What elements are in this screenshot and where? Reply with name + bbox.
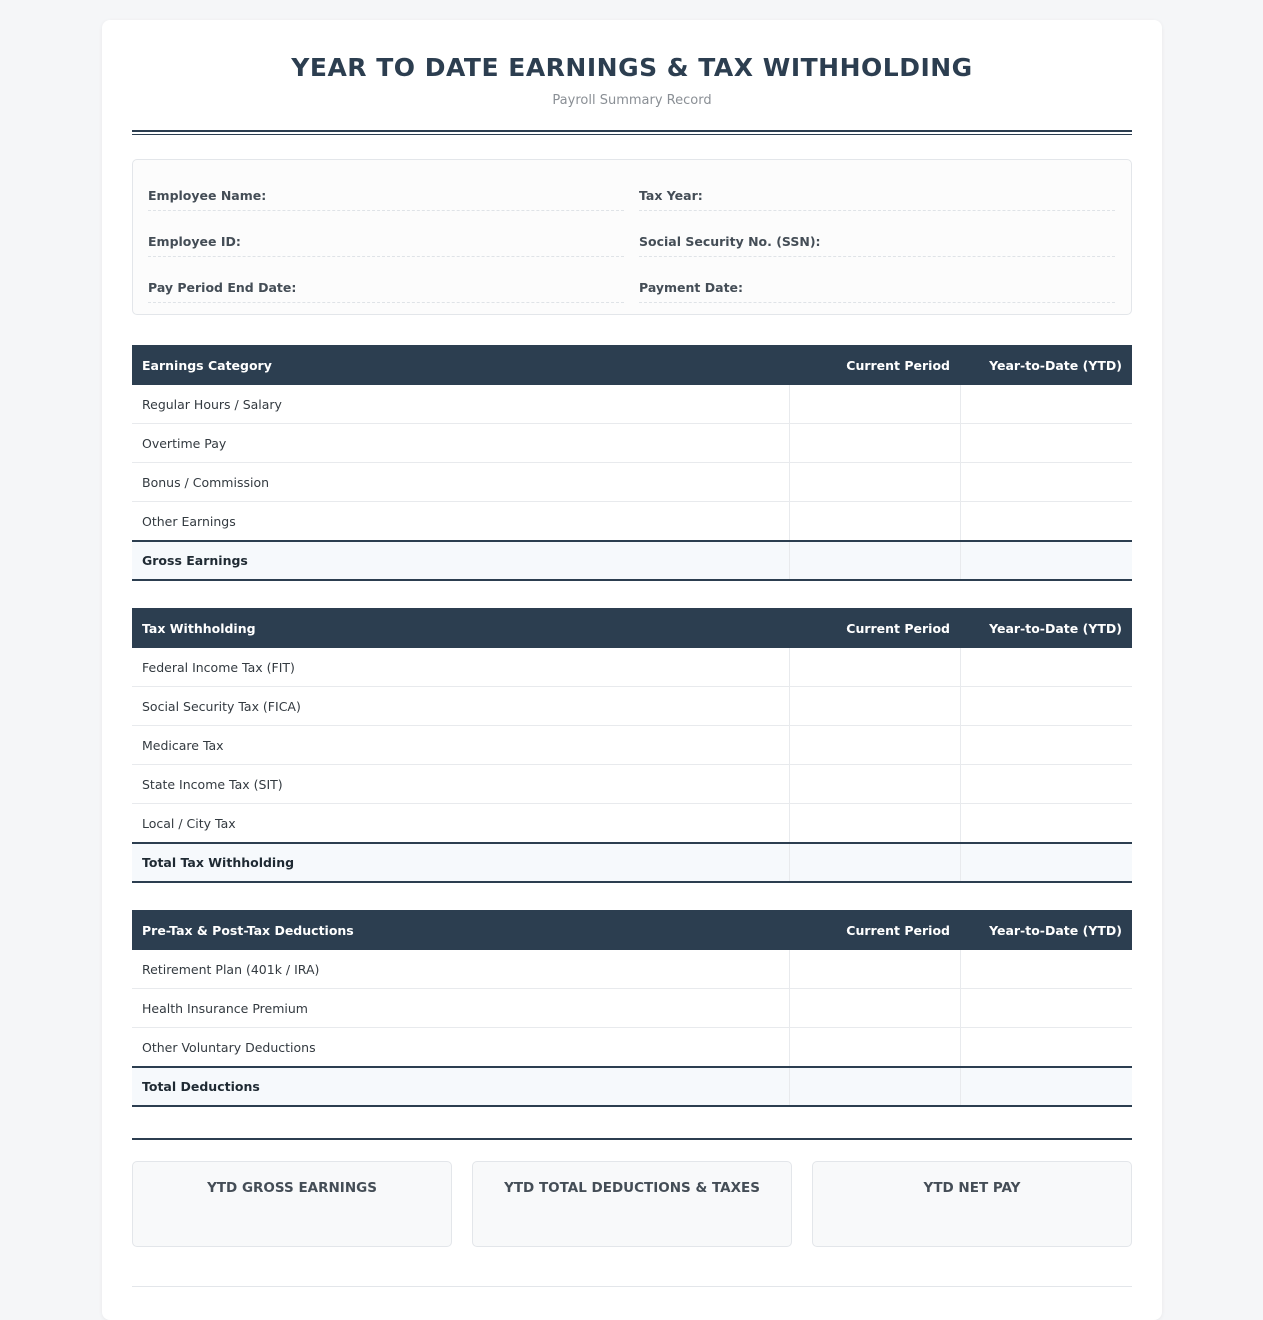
row-label: Federal Income Tax (FIT) — [132, 648, 789, 687]
column-header-current: Current Period — [789, 608, 960, 648]
ytd-cell[interactable] — [960, 1028, 1132, 1068]
column-header-category: Pre-Tax & Post-Tax Deductions — [132, 910, 789, 950]
ytd-cell[interactable] — [960, 765, 1132, 804]
ytd-cell[interactable] — [960, 804, 1132, 844]
pay-period-end-label: Pay Period End Date: — [148, 280, 297, 295]
document-page — [102, 20, 1162, 1320]
table-header-row — [132, 910, 1132, 950]
column-header-current: Current Period — [789, 345, 960, 385]
row-label: Overtime Pay — [132, 424, 789, 463]
total-row — [132, 843, 1132, 882]
column-header-current: Current Period — [789, 910, 960, 950]
footer-divider — [132, 1286, 1132, 1287]
table-row — [132, 424, 1132, 463]
row-label: Bonus / Commission — [132, 463, 789, 502]
total-current-cell[interactable] — [789, 1067, 960, 1106]
page-subtitle: Payroll Summary Record — [552, 93, 712, 108]
table-row — [132, 989, 1132, 1028]
header-divider — [132, 130, 1132, 135]
ytd-gross-earnings-card — [132, 1161, 452, 1247]
ytd-net-pay-card — [812, 1161, 1132, 1247]
ytd-deductions-taxes-label: YTD TOTAL DEDUCTIONS & TAXES — [504, 1180, 760, 1196]
ytd-gross-earnings-label: YTD GROSS EARNINGS — [207, 1180, 377, 1196]
row-label: Other Earnings — [132, 502, 789, 542]
current-period-cell[interactable] — [789, 989, 960, 1028]
current-period-cell[interactable] — [789, 726, 960, 765]
current-period-cell[interactable] — [789, 385, 960, 424]
row-label: Health Insurance Premium — [132, 989, 789, 1028]
table-row — [132, 765, 1132, 804]
column-header-ytd: Year-to-Date (YTD) — [960, 608, 1132, 648]
column-header-category: Tax Withholding — [132, 608, 789, 648]
table-row — [132, 648, 1132, 687]
tax-withholding-table — [132, 608, 1132, 883]
current-period-cell[interactable] — [789, 1028, 960, 1068]
row-label: Medicare Tax — [132, 726, 789, 765]
row-label: State Income Tax (SIT) — [132, 765, 789, 804]
ytd-cell[interactable] — [960, 463, 1132, 502]
table-row — [132, 463, 1132, 502]
total-ytd-cell[interactable] — [960, 1067, 1132, 1106]
total-current-cell[interactable] — [789, 843, 960, 882]
pay-period-end-field[interactable] — [148, 264, 624, 303]
payment-date-field[interactable] — [639, 264, 1115, 303]
column-header-ytd: Year-to-Date (YTD) — [960, 910, 1132, 950]
ytd-cell[interactable] — [960, 648, 1132, 687]
row-label: Retirement Plan (401k / IRA) — [132, 950, 789, 989]
column-header-category: Earnings Category — [132, 345, 789, 385]
table-header-row — [132, 345, 1132, 385]
table-row — [132, 502, 1132, 542]
tax-year-label: Tax Year: — [639, 188, 703, 203]
ytd-cell[interactable] — [960, 424, 1132, 463]
row-label: Regular Hours / Salary — [132, 385, 789, 424]
table-row — [132, 804, 1132, 844]
current-period-cell[interactable] — [789, 502, 960, 542]
current-period-cell[interactable] — [789, 950, 960, 989]
ytd-cell[interactable] — [960, 989, 1132, 1028]
current-period-cell[interactable] — [789, 687, 960, 726]
total-ytd-cell[interactable] — [960, 843, 1132, 882]
row-label: Other Voluntary Deductions — [132, 1028, 789, 1068]
total-row — [132, 541, 1132, 580]
summary-divider — [132, 1138, 1132, 1140]
total-ytd-cell[interactable] — [960, 541, 1132, 580]
payment-date-label: Payment Date: — [639, 280, 744, 295]
employee-id-label: Employee ID: — [148, 234, 241, 249]
column-header-ytd: Year-to-Date (YTD) — [960, 345, 1132, 385]
total-label: Total Tax Withholding — [132, 843, 789, 882]
ssn-label: Social Security No. (SSN): — [639, 234, 821, 249]
employee-name-label: Employee Name: — [148, 188, 267, 203]
current-period-cell[interactable] — [789, 424, 960, 463]
current-period-cell[interactable] — [789, 765, 960, 804]
ytd-net-pay-label: YTD NET PAY — [923, 1180, 1021, 1196]
ytd-cell[interactable] — [960, 950, 1132, 989]
ytd-cell[interactable] — [960, 385, 1132, 424]
current-period-cell[interactable] — [789, 648, 960, 687]
deductions-table — [132, 910, 1132, 1107]
current-period-cell[interactable] — [789, 804, 960, 844]
table-header-row — [132, 608, 1132, 648]
row-label: Local / City Tax — [132, 804, 789, 844]
total-label: Total Deductions — [132, 1067, 789, 1106]
tax-year-field[interactable] — [639, 172, 1115, 211]
ytd-cell[interactable] — [960, 502, 1132, 542]
table-row — [132, 726, 1132, 765]
row-label: Social Security Tax (FICA) — [132, 687, 789, 726]
earnings-table — [132, 345, 1132, 581]
ytd-cell[interactable] — [960, 726, 1132, 765]
page-title: YEAR TO DATE EARNINGS & TAX WITHHOLDING — [291, 53, 973, 82]
total-label: Gross Earnings — [132, 541, 789, 580]
total-row — [132, 1067, 1132, 1106]
employee-name-field[interactable] — [148, 172, 624, 211]
table-row — [132, 950, 1132, 989]
employee-id-field[interactable] — [148, 218, 624, 257]
ssn-field[interactable] — [639, 218, 1115, 257]
total-current-cell[interactable] — [789, 541, 960, 580]
employee-info-box — [132, 159, 1132, 315]
table-row — [132, 385, 1132, 424]
table-row — [132, 687, 1132, 726]
ytd-cell[interactable] — [960, 687, 1132, 726]
table-row — [132, 1028, 1132, 1068]
current-period-cell[interactable] — [789, 463, 960, 502]
ytd-deductions-taxes-card — [472, 1161, 792, 1247]
